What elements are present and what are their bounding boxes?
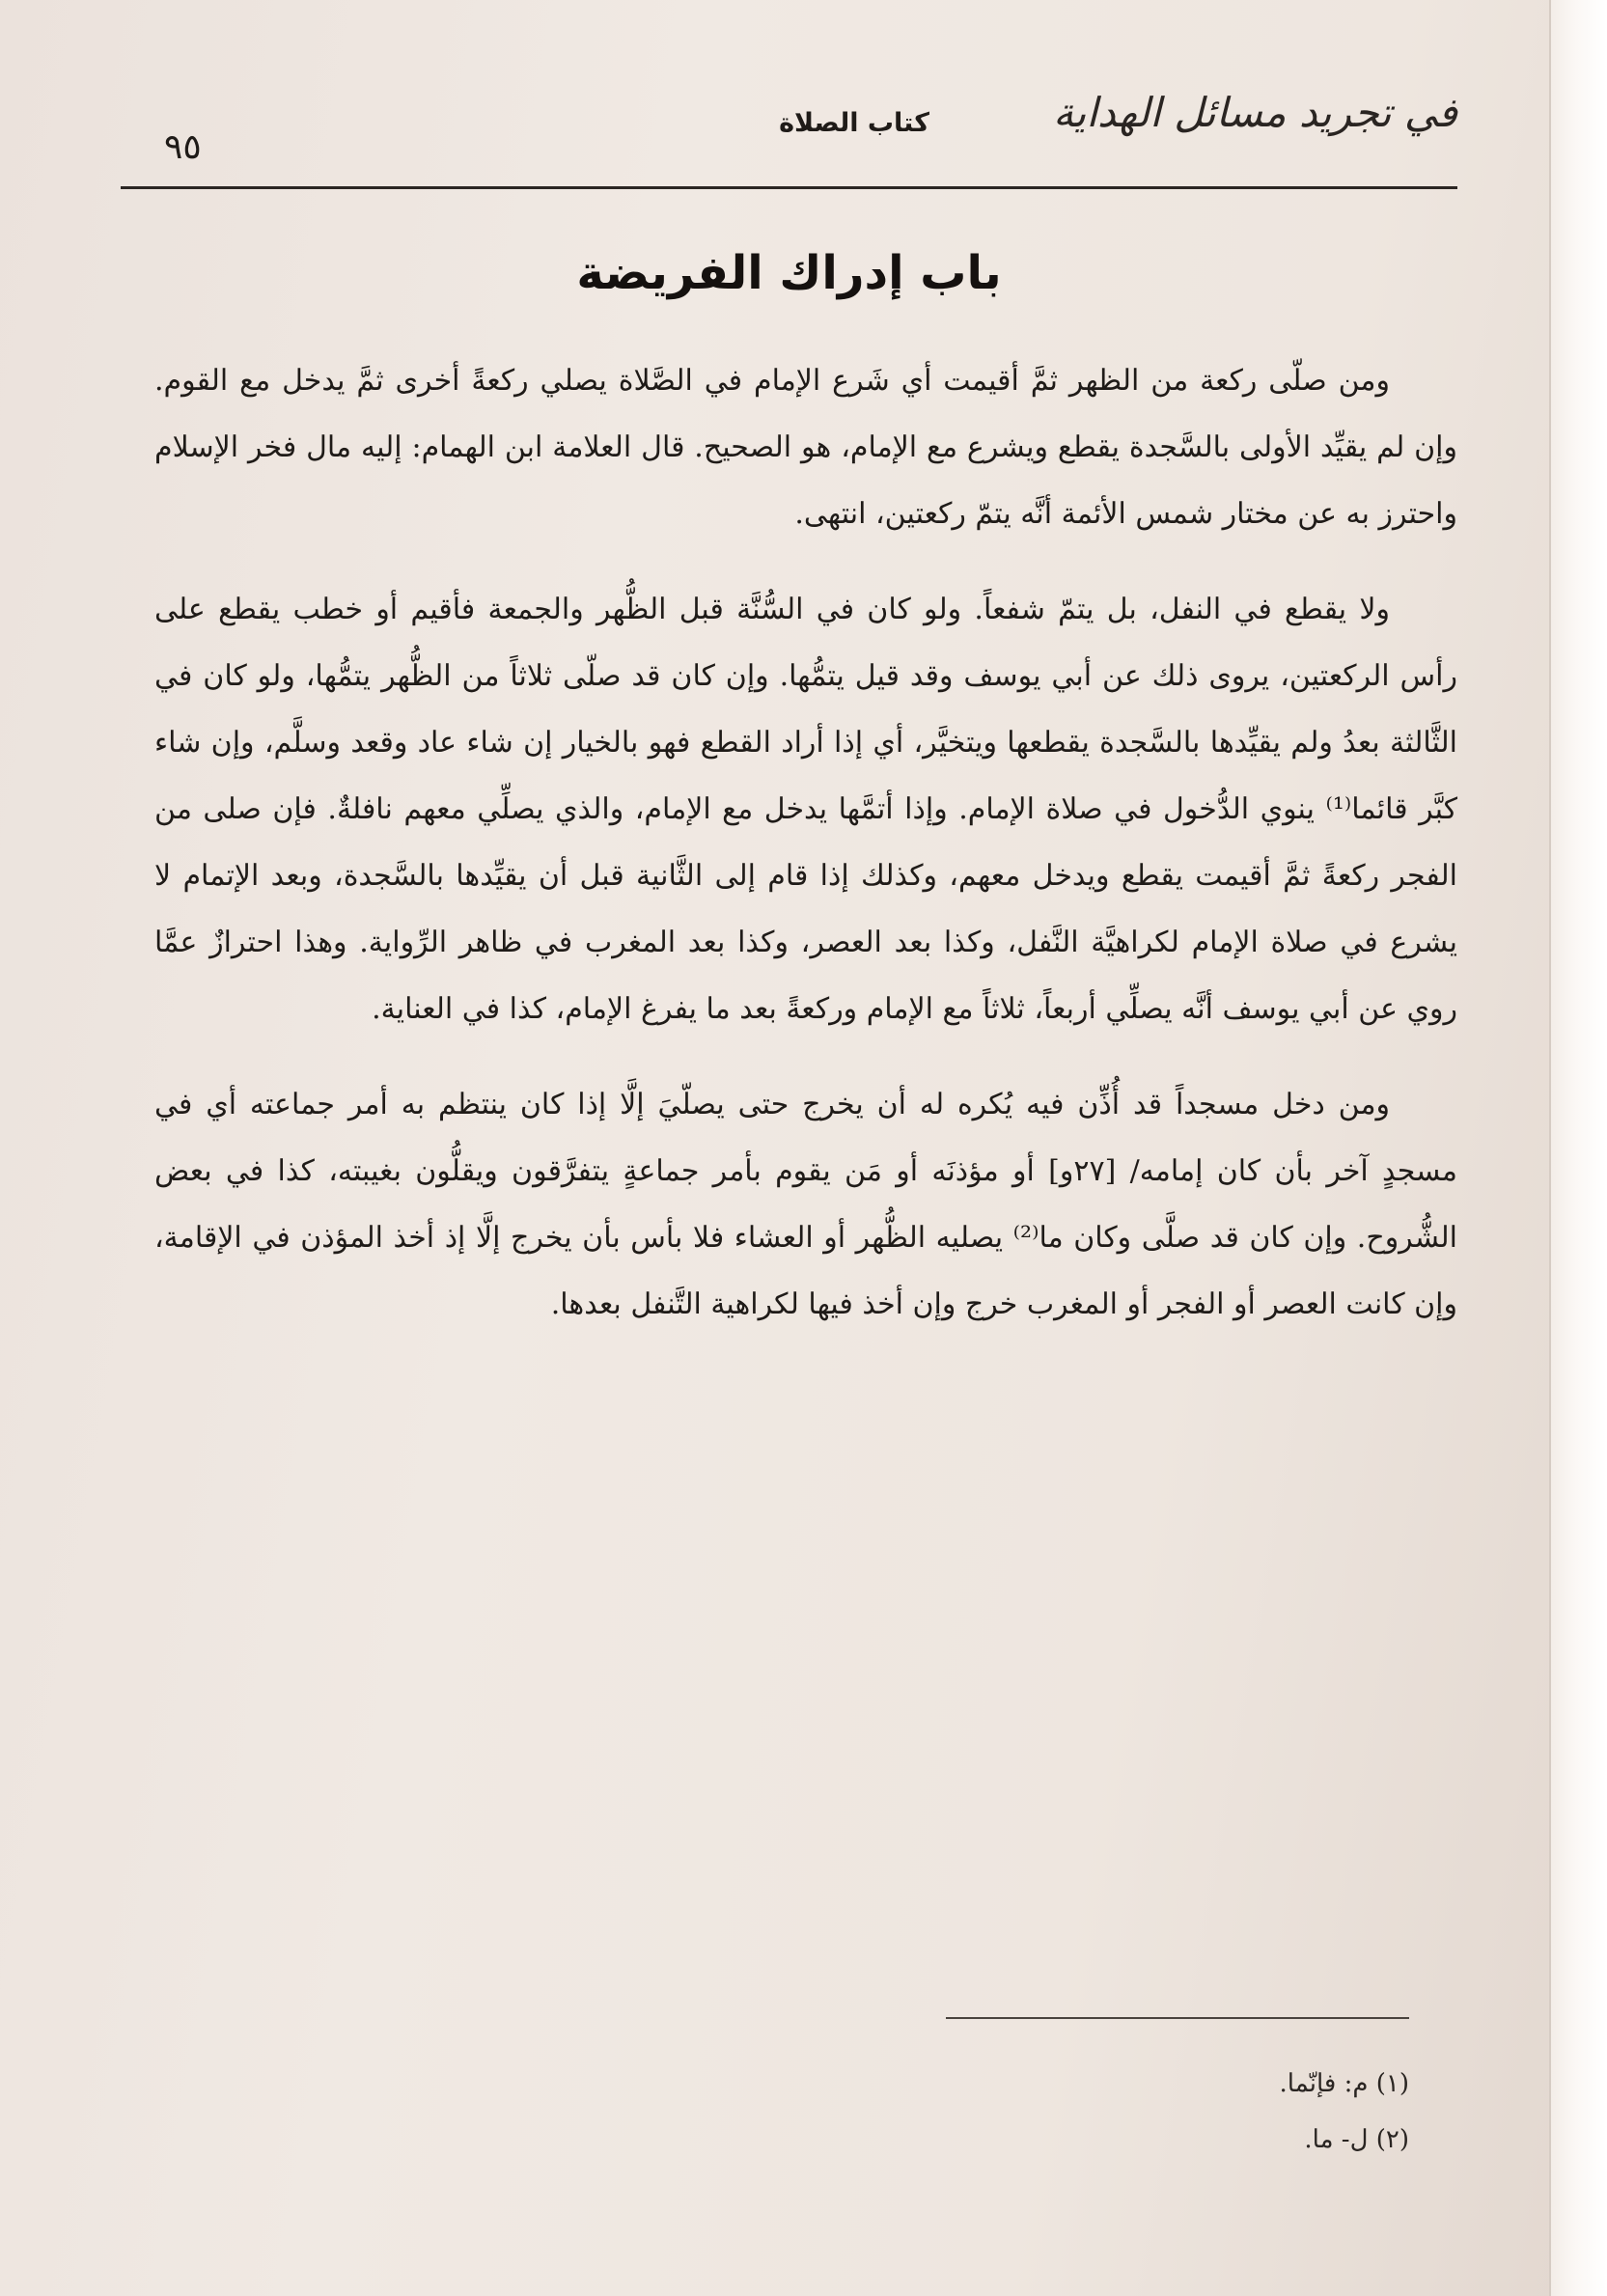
footnote-1: (١) م: فإنّما. — [1279, 2069, 1409, 2098]
body-text — [154, 347, 1457, 1367]
chapter-title: كتاب الصلاة — [779, 108, 929, 138]
section-title: باب إدراك الفريضة — [576, 246, 1002, 300]
footnotes — [154, 2056, 1409, 2168]
footnote-2: (٢) ل- ما. — [1304, 2125, 1409, 2154]
page-edge — [1549, 0, 1607, 2296]
header-rule — [121, 186, 1457, 189]
paragraph-3: ومن دخل مسجداً قد أُذِّن فيه يُكره له أن يخرج حتى يصلّيَ إلَّا إذا كان ينتظم به أمر جماعته أي في مسجدٍ آخر بأن كان إمامه/ [٢٧و] أو مؤذنَه أو مَن يقوم بأمر جماعةٍ يتفرَّقون ويقلُّون بغيبته، كذا في بعض الشُّروح. وإن كان قد صلَّى وكان ما⁽²⁾ يصليه الظُّهر أو العشاء فلا بأس بأن يخرج إلَّا إذ أخذ المؤذن في الإقامة، وإن كانت العصر أو الفجر أو المغرب خرج وإن أخذ فيها لكراهية التَّنفل بعدها. — [154, 1088, 1457, 1321]
page-number: ٩٥ — [164, 127, 202, 167]
paragraph-1: ومن صلّى ركعة من الظهر ثمَّ أقيمت أي شَرع الإمام في الصَّلاة يصلي ركعةً أخرى ثمَّ يدخل مع القوم. وإن لم يقيِّد الأولى بالسَّجدة يقطع ويشرع مع الإمام، هو الصحيح. قال العلامة ابن الهمام: إليه مال فخر الإسلام واحترز به عن مختار شمس الأئمة أنَّه يتمّ ركعتين، انتهى. — [154, 364, 1457, 531]
paragraph-2: ولا يقطع في النفل، بل يتمّ شفعاً. ولو كان في السُّنَّة قبل الظُّهر والجمعة فأقيم أو خطب يقطع على رأس الركعتين، يروى ذلك عن أبي يوسف وقد قيل يتمُّها. وإن كان قد صلّى ثلاثاً من الظُّهر يتمُّها، ولو كان في الثَّالثة بعدُ ولم يقيِّدها بالسَّجدة يقطعها ويتخيَّر، أي إذا أراد القطع فهو بالخيار إن شاء عاد وقعد وسلَّم، وإن شاء كبَّر قائما⁽¹⁾ ينوي الدُّخول في صلاة الإمام. وإذا أتمَّها يدخل مع الإمام، والذي يصلِّي معهم نافلةٌ. فإن صلى من الفجر ركعةً ثمَّ أقيمت يقطع ويدخل معهم، وكذلك إذا قام إلى الثَّانية قبل أن يقيِّدها بالسَّجدة، وبعد الإتمام لا يشرع في صلاة الإمام لكراهيَّة النَّفل، وكذا بعد العصر، وكذا بعد المغرب في ظاهر الرِّواية. وهذا احترازٌ عمَّا روي عن أبي يوسف أنَّه يصلِّي أربعاً، ثلاثاً مع الإمام وركعةً بعد ما يفرغ الإمام، كذا في العناية. — [154, 593, 1457, 1026]
series-title: في تجريد مسائل الهداية — [1053, 89, 1457, 136]
running-head — [121, 89, 1457, 185]
footnote-rule — [946, 2017, 1409, 2019]
